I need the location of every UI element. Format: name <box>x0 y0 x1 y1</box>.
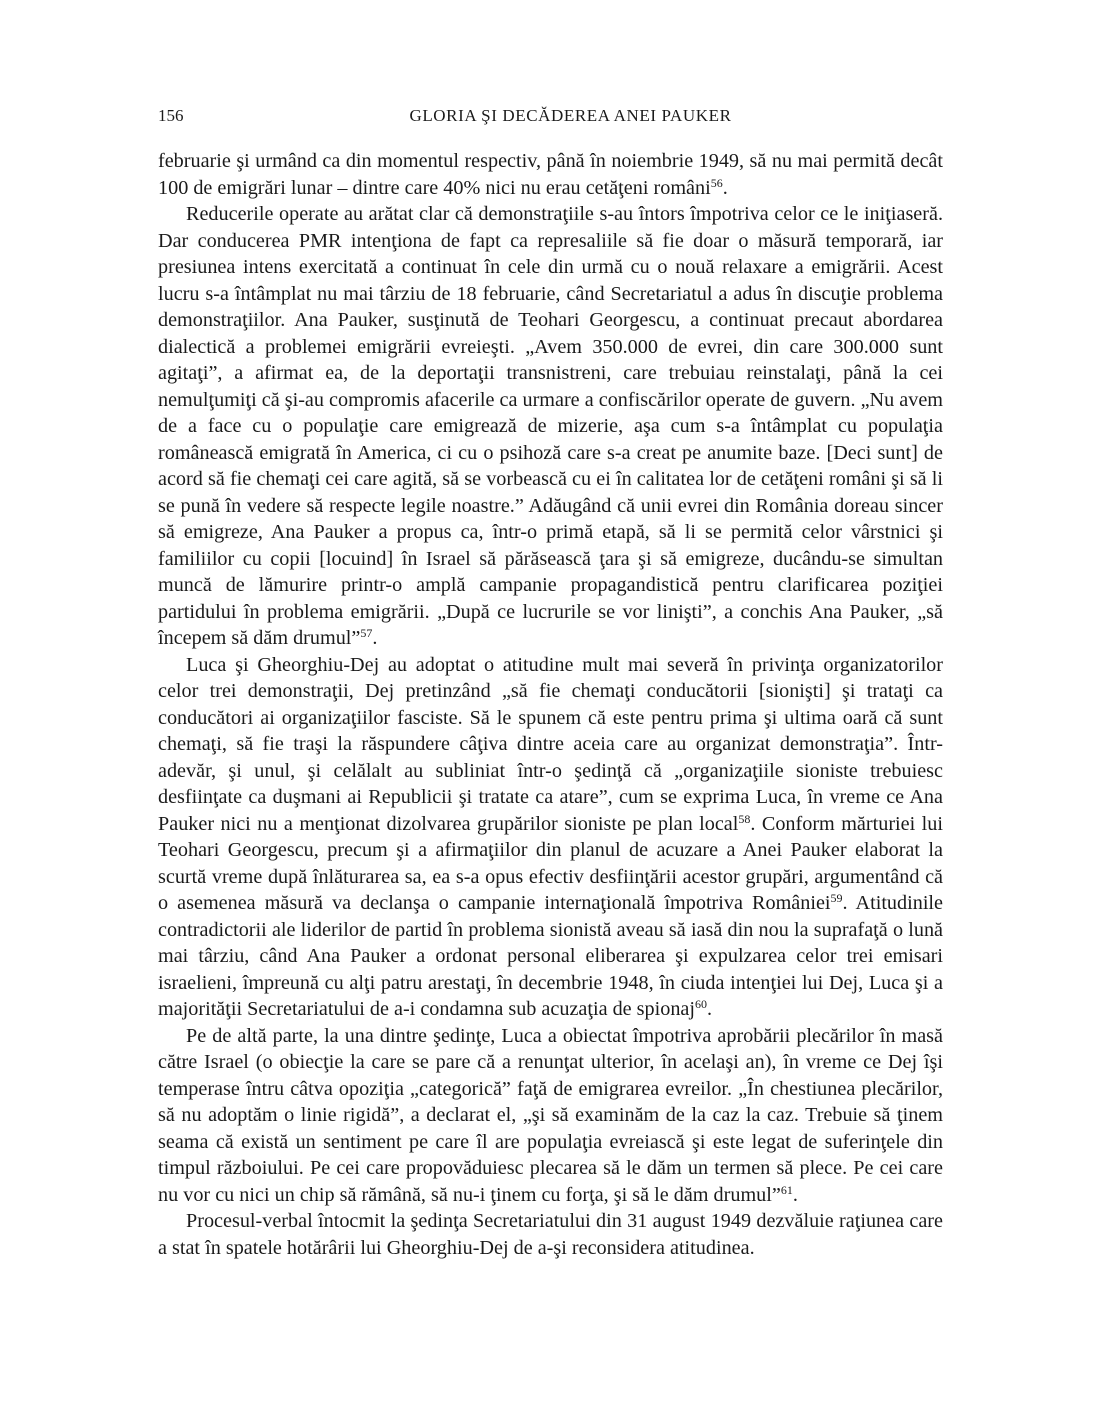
paragraph-2 <box>158 201 943 652</box>
paragraph-1-text: februarie şi urmând ca din momentul respectiv, până în noiembrie 1949, să nu mai permită decât 100 de emigrări lunar – dintre care 40% nici nu erau cetăţeni români <box>158 150 943 199</box>
paragraph-2-end: . <box>372 627 378 649</box>
paragraph-4 <box>158 1023 943 1209</box>
paragraph-4-text: Pe de altă parte, la una dintre şedinţe, Luca a obiectat împotriva aprobării plecărilor în masă către Israel (o obiecţie la care se pare că a renunţat ulterior, în acelaşi an), în vreme ce Dej îşi temperase întru câtva opoziţia „categorică” faţă de emigrarea evreilor. „În chestiunea plecărilor, să nu adoptăm o linie rigidă”, a declarat el, „şi să examinăm de la caz la caz. Trebuie să ţinem seama că există un sentiment pe care îl are populaţia evreiască şi este legat de suferinţele din timpul războiului. Pe cei care propovăduiesc plecarea să le dăm un termen să plece. Pe cei care nu vor cu nici un chip să rămână, să nu-i ţinem cu forţa, şi să le dăm drumul” <box>158 1024 943 1206</box>
paragraph-1 <box>158 148 943 201</box>
paragraph-5 <box>158 1208 943 1261</box>
paragraph-4-end: . <box>792 1183 798 1206</box>
paragraph-3 <box>158 652 943 1023</box>
footnote-ref-56: 56 <box>710 175 723 190</box>
running-title: GLORIA ŞI DECĂDEREA ANEI PAUKER <box>409 106 732 125</box>
paragraph-3-text-b: . Conform mărturiei lui Teohari Georgescu, precum şi a afirmaţiilor din planul de acuzare a Anei Pauker elaborat la scurtă vreme după înlăturarea sa, ea s-a opus efectiv desfiinţării acestor grupări, argumentând că o asemenea măsură va declanşa o campanie internaţională împotriva României <box>158 812 943 914</box>
page-number: 156 <box>158 106 184 125</box>
paragraph-3-text-a: Luca şi Gheorghiu-Dej au adoptat o atitudine mult mai severă în privinţa organizatorilor celor trei demonstraţii, Dej pretinzând „să fie chemaţi conducătorii [sionişti] şi trataţi ca conducători ai organizaţiilor fasciste. Să le spunem că este pentru prima şi ultima oară că sunt chemaţi, să fie traşi la răspundere câţiva dintre aceia care au organizat demonstraţia”. Într-adevăr, şi unul, şi celălalt au subliniat într-o şedinţă că „organizaţiile sioniste trebuiesc desfiinţate ca duşmani ai Republicii şi tratate ca atare”, cum se exprima Luca, în vreme ce Ana Pauker nici nu a menţionat dizolvarea grupărilor sioniste pe plan local <box>158 653 943 835</box>
paragraph-3-text-c: . Atitudinile contradictorii ale liderilor de partid în problema sionistă aveau să iasă din nou la suprafaţă o lună mai târziu, când Ana Pauker a ordonat personal eliberarea şi expulzarea celor trei emisari israelieni, împreună cu alţi patru arestaţi, în decembrie 1948, în ciuda intenţiei lui Dej, Luca şi a majorităţii Secretariatului de a-i condamna sub acuzaţia de spionaj <box>158 892 944 1020</box>
footnote-ref-57: 57 <box>360 626 373 640</box>
footnote-ref-58: 58 <box>738 811 751 826</box>
footnote-ref-59: 59 <box>830 891 843 905</box>
running-head <box>158 104 943 128</box>
paragraph-5-text: Procesul-verbal întocmit la şedinţa Secretariatului din 31 august 1949 dezvăluie raţiunea care a stat în spatele hotărârii lui Gheorghiu-Dej de a-şi reconsidera atitudinea. <box>158 1210 943 1259</box>
footnote-ref-61: 61 <box>780 1182 793 1197</box>
paragraph-2-text: Reducerile operate au arătat clar că demonstraţiile s-au întors împotriva celor ce le iniţiaseră. Dar conducerea PMR intenţiona de fapt ca represaliile să fie doar o măsură temporară, iar presiunea intens exercitată a continuat în cele din urmă cu o nouă relaxare a emigrării. Acest lucru s-a întâmplat nu mai târziu de 18 februarie, când Secretariatul a adus în discuţie problema demonstraţiilor. Ana Pauker, susţinută de Teohari Georgescu, a continuat precaut abordarea dialectică a problemei emigrării evreieşti. „Avem 350.000 de evrei, din care 300.000 sunt agitaţi”, a afirmat ea, de la deportaţii transnistreni, care trebuiau reinstalaţi, până la cei nemulţumiţi că şi-au compromis afacerile ca urmare a confiscărilor operate de guvern. „Nu avem de a face cu o populaţie care emigrează de mizerie, aşa cum s-a întâmplat cu populaţia românească emigrată în America, ci cu o psihoză care s-a creat pe anumite baze. [Deci sunt] de acord să fie chemaţi cei care agită, să se vorbească cu ei în calitatea lor de cetăţeni români şi să li se pună în vedere să respecte legile noastre.” Adăugând că unii evrei din România doreau sincer să emigreze, Ana Pauker a propus ca, într-o primă etapă, să li se permită celor vârstnici şi familiilor cu copii [locuind] în Israel să părăsească ţara şi să emigreze, ducându-se simultan muncă de lămurire printr-o amplă campanie propagandistică pentru clarificarea poziţiei partidului în problema emigrării. „După ce lucrurile se vor linişti”, a conchis Ana Pauker, „să începem să dăm drumul” <box>158 203 943 649</box>
paragraph-1-end: . <box>722 176 728 199</box>
paragraph-3-end: . <box>707 998 713 1020</box>
body-text <box>158 148 943 1261</box>
footnote-ref-60: 60 <box>695 997 707 1011</box>
